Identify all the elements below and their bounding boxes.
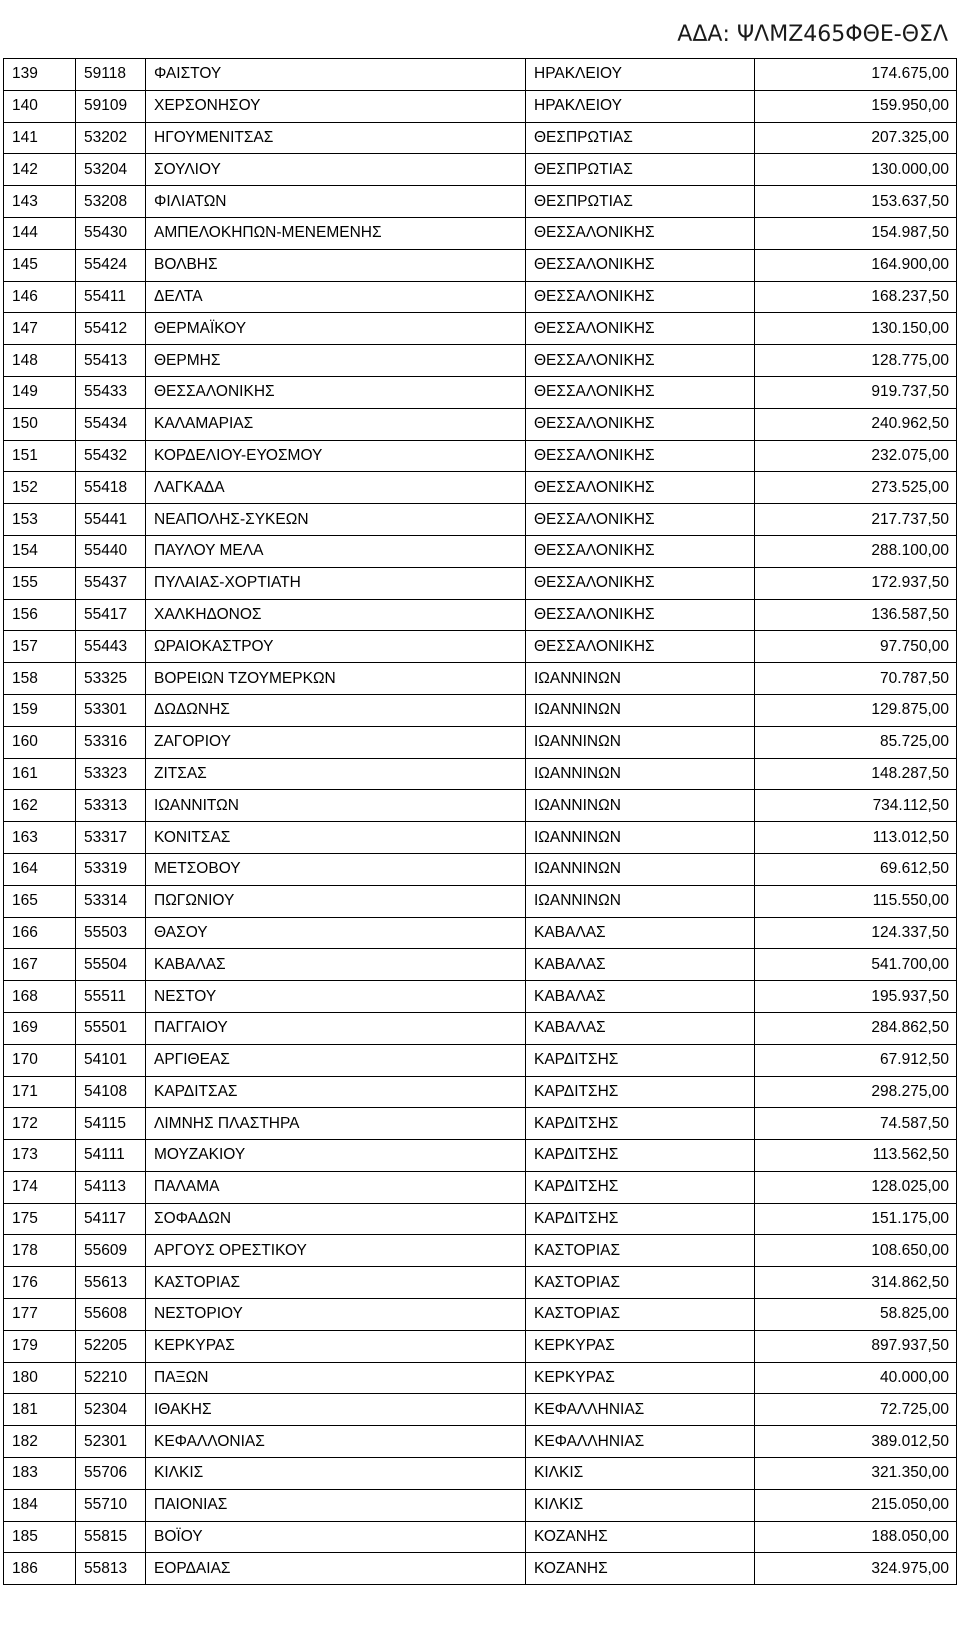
municipality-cell: ΔΕΛΤΑ <box>146 281 526 313</box>
row-number-cell: 184 <box>4 1489 76 1521</box>
table-row <box>4 949 957 981</box>
amount-cell: 97.750,00 <box>755 631 957 663</box>
table-row <box>4 1553 957 1585</box>
code-cell: 52301 <box>76 1426 146 1458</box>
municipality-cell: ΘΕΣΣΑΛΟΝΙΚΗΣ <box>146 376 526 408</box>
code-cell: 55418 <box>76 472 146 504</box>
prefecture-cell: ΙΩΑΝΝΙΝΩΝ <box>526 822 755 854</box>
municipality-cell: ΖΙΤΣΑΣ <box>146 758 526 790</box>
municipality-cell: ΜΟΥΖΑΚΙΟΥ <box>146 1140 526 1172</box>
table-row <box>4 186 957 218</box>
row-number-cell: 177 <box>4 1299 76 1331</box>
code-cell: 53325 <box>76 663 146 695</box>
prefecture-cell: ΘΕΣΣΑΛΟΝΙΚΗΣ <box>526 535 755 567</box>
table-row <box>4 249 957 281</box>
prefecture-cell: ΚΑΣΤΟΡΙΑΣ <box>526 1267 755 1299</box>
municipality-allocation-table <box>3 58 957 1585</box>
row-number-cell: 151 <box>4 440 76 472</box>
row-number-cell: 147 <box>4 313 76 345</box>
table-row <box>4 345 957 377</box>
amount-cell: 240.962,50 <box>755 408 957 440</box>
prefecture-cell: ΚΑΒΑΛΑΣ <box>526 949 755 981</box>
table-row <box>4 1362 957 1394</box>
table-row <box>4 122 957 154</box>
prefecture-cell: ΚΙΛΚΙΣ <box>526 1458 755 1490</box>
municipality-cell: ΚΕΦΑΛΛΟΝΙΑΣ <box>146 1426 526 1458</box>
prefecture-cell: ΙΩΑΝΝΙΝΩΝ <box>526 663 755 695</box>
amount-cell: 188.050,00 <box>755 1521 957 1553</box>
code-cell: 55501 <box>76 1012 146 1044</box>
table-row <box>4 1203 957 1235</box>
prefecture-cell: ΗΡΑΚΛΕΙΟΥ <box>526 90 755 122</box>
prefecture-cell: ΚΑΣΤΟΡΙΑΣ <box>526 1235 755 1267</box>
prefecture-cell: ΚΕΦΑΛΛΗΝΙΑΣ <box>526 1394 755 1426</box>
row-number-cell: 163 <box>4 822 76 854</box>
code-cell: 55437 <box>76 567 146 599</box>
code-cell: 55443 <box>76 631 146 663</box>
amount-cell: 72.725,00 <box>755 1394 957 1426</box>
table-row <box>4 1171 957 1203</box>
table-row <box>4 1426 957 1458</box>
municipality-cell: ΚΑΣΤΟΡΙΑΣ <box>146 1267 526 1299</box>
prefecture-cell: ΚΑΡΔΙΤΣΗΣ <box>526 1076 755 1108</box>
row-number-cell: 182 <box>4 1426 76 1458</box>
municipality-cell: ΩΡΑΙΟΚΑΣΤΡΟΥ <box>146 631 526 663</box>
table-row <box>4 631 957 663</box>
code-cell: 55440 <box>76 535 146 567</box>
amount-cell: 324.975,00 <box>755 1553 957 1585</box>
prefecture-cell: ΙΩΑΝΝΙΝΩΝ <box>526 694 755 726</box>
table-row <box>4 1458 957 1490</box>
municipality-cell: ΝΕΣΤΟΥ <box>146 981 526 1013</box>
row-number-cell: 149 <box>4 376 76 408</box>
amount-cell: 321.350,00 <box>755 1458 957 1490</box>
amount-cell: 128.775,00 <box>755 345 957 377</box>
prefecture-cell: ΚΑΡΔΙΤΣΗΣ <box>526 1171 755 1203</box>
municipality-cell: ΗΓΟΥΜΕΝΙΤΣΑΣ <box>146 122 526 154</box>
prefecture-cell: ΘΕΣΣΑΛΟΝΙΚΗΣ <box>526 631 755 663</box>
municipality-cell: ΠΑΛΑΜΑ <box>146 1171 526 1203</box>
municipality-cell: ΜΕΤΣΟΒΟΥ <box>146 853 526 885</box>
code-cell: 54115 <box>76 1108 146 1140</box>
amount-cell: 314.862,50 <box>755 1267 957 1299</box>
code-cell: 55430 <box>76 217 146 249</box>
code-cell: 55609 <box>76 1235 146 1267</box>
prefecture-cell: ΘΕΣΣΑΛΟΝΙΚΗΣ <box>526 217 755 249</box>
municipality-cell: ΒΟΪΟΥ <box>146 1521 526 1553</box>
prefecture-cell: ΘΕΣΣΑΛΟΝΙΚΗΣ <box>526 504 755 536</box>
row-number-cell: 174 <box>4 1171 76 1203</box>
row-number-cell: 142 <box>4 154 76 186</box>
prefecture-cell: ΚΑΒΑΛΑΣ <box>526 917 755 949</box>
code-cell: 55441 <box>76 504 146 536</box>
municipality-cell: ΠΑΞΩΝ <box>146 1362 526 1394</box>
code-cell: 54113 <box>76 1171 146 1203</box>
row-number-cell: 152 <box>4 472 76 504</box>
prefecture-cell: ΘΕΣΣΑΛΟΝΙΚΗΣ <box>526 440 755 472</box>
row-number-cell: 165 <box>4 885 76 917</box>
municipality-cell: ΚΟΡΔΕΛΙΟΥ-ΕΥΟΣΜΟΥ <box>146 440 526 472</box>
row-number-cell: 180 <box>4 1362 76 1394</box>
code-cell: 59109 <box>76 90 146 122</box>
prefecture-cell: ΚΟΖΑΝΗΣ <box>526 1521 755 1553</box>
prefecture-cell: ΘΕΣΣΑΛΟΝΙΚΗΣ <box>526 567 755 599</box>
row-number-cell: 159 <box>4 694 76 726</box>
municipality-cell: ΝΕΑΠΟΛΗΣ-ΣΥΚΕΩΝ <box>146 504 526 536</box>
prefecture-cell: ΚΕΦΑΛΛΗΝΙΑΣ <box>526 1426 755 1458</box>
table-row <box>4 917 957 949</box>
municipality-cell: ΙΘΑΚΗΣ <box>146 1394 526 1426</box>
municipality-cell: ΑΜΠΕΛΟΚΗΠΩΝ-ΜΕΝΕΜΕΝΗΣ <box>146 217 526 249</box>
code-cell: 53316 <box>76 726 146 758</box>
code-cell: 54111 <box>76 1140 146 1172</box>
row-number-cell: 169 <box>4 1012 76 1044</box>
prefecture-cell: ΚΙΛΚΙΣ <box>526 1489 755 1521</box>
row-number-cell: 154 <box>4 535 76 567</box>
prefecture-cell: ΘΕΣΣΑΛΟΝΙΚΗΣ <box>526 376 755 408</box>
prefecture-cell: ΚΑΡΔΙΤΣΗΣ <box>526 1140 755 1172</box>
table-row <box>4 885 957 917</box>
prefecture-cell: ΘΕΣΣΑΛΟΝΙΚΗΣ <box>526 472 755 504</box>
table-row <box>4 154 957 186</box>
amount-cell: 40.000,00 <box>755 1362 957 1394</box>
amount-cell: 67.912,50 <box>755 1044 957 1076</box>
row-number-cell: 141 <box>4 122 76 154</box>
table-row <box>4 790 957 822</box>
amount-cell: 288.100,00 <box>755 535 957 567</box>
amount-cell: 58.825,00 <box>755 1299 957 1331</box>
table-row <box>4 981 957 1013</box>
amount-cell: 130.150,00 <box>755 313 957 345</box>
row-number-cell: 164 <box>4 853 76 885</box>
municipality-cell: ΦΑΙΣΤΟΥ <box>146 59 526 91</box>
prefecture-cell: ΙΩΑΝΝΙΝΩΝ <box>526 790 755 822</box>
amount-cell: 70.787,50 <box>755 663 957 695</box>
amount-cell: 389.012,50 <box>755 1426 957 1458</box>
code-cell: 55710 <box>76 1489 146 1521</box>
code-cell: 54108 <box>76 1076 146 1108</box>
municipality-cell: ΙΩΑΝΝΙΤΩΝ <box>146 790 526 822</box>
amount-cell: 115.550,00 <box>755 885 957 917</box>
amount-cell: 130.000,00 <box>755 154 957 186</box>
municipality-cell: ΣΟΦΑΔΩΝ <box>146 1203 526 1235</box>
municipality-cell: ΠΩΓΩΝΙΟΥ <box>146 885 526 917</box>
table-row <box>4 1140 957 1172</box>
code-cell: 55413 <box>76 345 146 377</box>
row-number-cell: 158 <box>4 663 76 695</box>
amount-cell: 174.675,00 <box>755 59 957 91</box>
amount-cell: 164.900,00 <box>755 249 957 281</box>
row-number-cell: 145 <box>4 249 76 281</box>
code-cell: 55813 <box>76 1553 146 1585</box>
row-number-cell: 153 <box>4 504 76 536</box>
municipality-cell: ΘΕΡΜΗΣ <box>146 345 526 377</box>
row-number-cell: 183 <box>4 1458 76 1490</box>
table-row <box>4 1235 957 1267</box>
amount-cell: 734.112,50 <box>755 790 957 822</box>
prefecture-cell: ΚΑΡΔΙΤΣΗΣ <box>526 1108 755 1140</box>
code-cell: 55432 <box>76 440 146 472</box>
municipality-cell: ΚΑΒΑΛΑΣ <box>146 949 526 981</box>
table-row <box>4 59 957 91</box>
row-number-cell: 156 <box>4 599 76 631</box>
municipality-cell: ΠΑΙΟΝΙΑΣ <box>146 1489 526 1521</box>
code-cell: 53317 <box>76 822 146 854</box>
table-row <box>4 408 957 440</box>
table-row <box>4 90 957 122</box>
code-cell: 55815 <box>76 1521 146 1553</box>
row-number-cell: 161 <box>4 758 76 790</box>
prefecture-cell: ΘΕΣΣΑΛΟΝΙΚΗΣ <box>526 599 755 631</box>
municipality-cell: ΛΑΓΚΑΔΑ <box>146 472 526 504</box>
row-number-cell: 168 <box>4 981 76 1013</box>
amount-cell: 207.325,00 <box>755 122 957 154</box>
municipality-cell: ΠΥΛΑΙΑΣ-ΧΟΡΤΙΑΤΗ <box>146 567 526 599</box>
code-cell: 52210 <box>76 1362 146 1394</box>
municipality-cell: ΘΑΣΟΥ <box>146 917 526 949</box>
code-cell: 55434 <box>76 408 146 440</box>
row-number-cell: 173 <box>4 1140 76 1172</box>
amount-cell: 298.275,00 <box>755 1076 957 1108</box>
municipality-cell: ΘΕΡΜΑΪΚΟΥ <box>146 313 526 345</box>
table-row <box>4 1299 957 1331</box>
amount-cell: 154.987,50 <box>755 217 957 249</box>
amount-cell: 113.562,50 <box>755 1140 957 1172</box>
table-row <box>4 567 957 599</box>
row-number-cell: 170 <box>4 1044 76 1076</box>
municipality-cell: ΚΟΝΙΤΣΑΣ <box>146 822 526 854</box>
municipality-cell: ΦΙΛΙΑΤΩΝ <box>146 186 526 218</box>
amount-cell: 919.737,50 <box>755 376 957 408</box>
municipality-cell: ΚΕΡΚΥΡΑΣ <box>146 1330 526 1362</box>
table-row <box>4 376 957 408</box>
row-number-cell: 143 <box>4 186 76 218</box>
row-number-cell: 166 <box>4 917 76 949</box>
prefecture-cell: ΙΩΑΝΝΙΝΩΝ <box>526 885 755 917</box>
table-row <box>4 1394 957 1426</box>
amount-cell: 284.862,50 <box>755 1012 957 1044</box>
amount-cell: 897.937,50 <box>755 1330 957 1362</box>
table-row <box>4 535 957 567</box>
row-number-cell: 186 <box>4 1553 76 1585</box>
amount-cell: 232.075,00 <box>755 440 957 472</box>
municipality-cell: ΛΙΜΝΗΣ ΠΛΑΣΤΗΡΑ <box>146 1108 526 1140</box>
amount-cell: 217.737,50 <box>755 504 957 536</box>
table-row <box>4 599 957 631</box>
municipality-cell: ΝΕΣΤΟΡΙΟΥ <box>146 1299 526 1331</box>
row-number-cell: 146 <box>4 281 76 313</box>
table-row <box>4 1521 957 1553</box>
amount-cell: 153.637,50 <box>755 186 957 218</box>
row-number-cell: 162 <box>4 790 76 822</box>
code-cell: 53202 <box>76 122 146 154</box>
amount-cell: 113.012,50 <box>755 822 957 854</box>
table-row <box>4 217 957 249</box>
municipality-cell: ΚΑΛΑΜΑΡΙΑΣ <box>146 408 526 440</box>
table-body <box>4 59 957 1585</box>
code-cell: 55613 <box>76 1267 146 1299</box>
municipality-cell: ΧΑΛΚΗΔΟΝΟΣ <box>146 599 526 631</box>
code-cell: 55504 <box>76 949 146 981</box>
code-cell: 53204 <box>76 154 146 186</box>
row-number-cell: 172 <box>4 1108 76 1140</box>
prefecture-cell: ΚΕΡΚΥΡΑΣ <box>526 1330 755 1362</box>
amount-cell: 541.700,00 <box>755 949 957 981</box>
amount-cell: 215.050,00 <box>755 1489 957 1521</box>
code-cell: 54117 <box>76 1203 146 1235</box>
prefecture-cell: ΘΕΣΣΑΛΟΝΙΚΗΣ <box>526 345 755 377</box>
table-row <box>4 1330 957 1362</box>
table-row <box>4 822 957 854</box>
ada-code: ΑΔΑ: ΨΛΜΖ465ΦΘΕ-ΘΣΛ <box>677 22 948 47</box>
row-number-cell: 144 <box>4 217 76 249</box>
amount-cell: 168.237,50 <box>755 281 957 313</box>
amount-cell: 128.025,00 <box>755 1171 957 1203</box>
table-row <box>4 1489 957 1521</box>
code-cell: 53313 <box>76 790 146 822</box>
code-cell: 54101 <box>76 1044 146 1076</box>
prefecture-cell: ΘΕΣΠΡΩΤΙΑΣ <box>526 186 755 218</box>
row-number-cell: 185 <box>4 1521 76 1553</box>
table-row <box>4 758 957 790</box>
prefecture-cell: ΙΩΑΝΝΙΝΩΝ <box>526 853 755 885</box>
municipality-cell: ΣΟΥΛΙΟΥ <box>146 154 526 186</box>
municipality-cell: ΒΟΛΒΗΣ <box>146 249 526 281</box>
code-cell: 53301 <box>76 694 146 726</box>
code-cell: 53314 <box>76 885 146 917</box>
prefecture-cell: ΘΕΣΣΑΛΟΝΙΚΗΣ <box>526 313 755 345</box>
table-row <box>4 1012 957 1044</box>
code-cell: 55424 <box>76 249 146 281</box>
municipality-cell: ΠΑΥΛΟΥ ΜΕΛΑ <box>146 535 526 567</box>
row-number-cell: 171 <box>4 1076 76 1108</box>
prefecture-cell: ΚΑΒΑΛΑΣ <box>526 981 755 1013</box>
municipality-cell: ΒΟΡΕΙΩΝ ΤΖΟΥΜΕΡΚΩΝ <box>146 663 526 695</box>
municipality-cell: ΑΡΓΟΥΣ ΟΡΕΣΤΙΚΟΥ <box>146 1235 526 1267</box>
row-number-cell: 150 <box>4 408 76 440</box>
code-cell: 55417 <box>76 599 146 631</box>
code-cell: 55503 <box>76 917 146 949</box>
amount-cell: 85.725,00 <box>755 726 957 758</box>
table-row <box>4 726 957 758</box>
table-row <box>4 504 957 536</box>
code-cell: 53208 <box>76 186 146 218</box>
row-number-cell: 175 <box>4 1203 76 1235</box>
table-row <box>4 440 957 472</box>
prefecture-cell: ΘΕΣΠΡΩΤΙΑΣ <box>526 122 755 154</box>
table-row <box>4 663 957 695</box>
prefecture-cell: ΙΩΑΝΝΙΝΩΝ <box>526 726 755 758</box>
municipality-cell: ΚΑΡΔΙΤΣΑΣ <box>146 1076 526 1108</box>
amount-cell: 136.587,50 <box>755 599 957 631</box>
code-cell: 59118 <box>76 59 146 91</box>
prefecture-cell: ΘΕΣΣΑΛΟΝΙΚΗΣ <box>526 281 755 313</box>
code-cell: 55433 <box>76 376 146 408</box>
amount-cell: 129.875,00 <box>755 694 957 726</box>
table-row <box>4 472 957 504</box>
row-number-cell: 140 <box>4 90 76 122</box>
municipality-cell: ΔΩΔΩΝΗΣ <box>146 694 526 726</box>
code-cell: 55412 <box>76 313 146 345</box>
row-number-cell: 139 <box>4 59 76 91</box>
amount-cell: 273.525,00 <box>755 472 957 504</box>
amount-cell: 124.337,50 <box>755 917 957 949</box>
prefecture-cell: ΚΑΣΤΟΡΙΑΣ <box>526 1299 755 1331</box>
table-row <box>4 281 957 313</box>
table-row <box>4 313 957 345</box>
code-cell: 55411 <box>76 281 146 313</box>
municipality-cell: ΖΑΓΟΡΙΟΥ <box>146 726 526 758</box>
row-number-cell: 181 <box>4 1394 76 1426</box>
row-number-cell: 148 <box>4 345 76 377</box>
municipality-cell: ΑΡΓΙΘΕΑΣ <box>146 1044 526 1076</box>
prefecture-cell: ΗΡΑΚΛΕΙΟΥ <box>526 59 755 91</box>
prefecture-cell: ΘΕΣΠΡΩΤΙΑΣ <box>526 154 755 186</box>
amount-cell: 108.650,00 <box>755 1235 957 1267</box>
prefecture-cell: ΚΟΖΑΝΗΣ <box>526 1553 755 1585</box>
code-cell: 55706 <box>76 1458 146 1490</box>
table-row <box>4 1044 957 1076</box>
row-number-cell: 157 <box>4 631 76 663</box>
table-row <box>4 1108 957 1140</box>
table-row <box>4 1267 957 1299</box>
code-cell: 55608 <box>76 1299 146 1331</box>
amount-cell: 159.950,00 <box>755 90 957 122</box>
table-row <box>4 1076 957 1108</box>
prefecture-cell: ΚΑΡΔΙΤΣΗΣ <box>526 1203 755 1235</box>
row-number-cell: 167 <box>4 949 76 981</box>
row-number-cell: 179 <box>4 1330 76 1362</box>
amount-cell: 74.587,50 <box>755 1108 957 1140</box>
code-cell: 53319 <box>76 853 146 885</box>
table-row <box>4 694 957 726</box>
code-cell: 52304 <box>76 1394 146 1426</box>
row-number-cell: 176 <box>4 1267 76 1299</box>
municipality-cell: ΕΟΡΔΑΙΑΣ <box>146 1553 526 1585</box>
prefecture-cell: ΘΕΣΣΑΛΟΝΙΚΗΣ <box>526 249 755 281</box>
prefecture-cell: ΘΕΣΣΑΛΟΝΙΚΗΣ <box>526 408 755 440</box>
municipality-cell: ΠΑΓΓΑΙΟΥ <box>146 1012 526 1044</box>
prefecture-cell: ΚΑΒΑΛΑΣ <box>526 1012 755 1044</box>
prefecture-cell: ΙΩΑΝΝΙΝΩΝ <box>526 758 755 790</box>
row-number-cell: 160 <box>4 726 76 758</box>
municipality-cell: ΚΙΛΚΙΣ <box>146 1458 526 1490</box>
amount-cell: 195.937,50 <box>755 981 957 1013</box>
prefecture-cell: ΚΑΡΔΙΤΣΗΣ <box>526 1044 755 1076</box>
code-cell: 55511 <box>76 981 146 1013</box>
code-cell: 52205 <box>76 1330 146 1362</box>
row-number-cell: 155 <box>4 567 76 599</box>
municipality-cell: ΧΕΡΣΟΝΗΣΟΥ <box>146 90 526 122</box>
code-cell: 53323 <box>76 758 146 790</box>
amount-cell: 69.612,50 <box>755 853 957 885</box>
amount-cell: 148.287,50 <box>755 758 957 790</box>
amount-cell: 172.937,50 <box>755 567 957 599</box>
prefecture-cell: ΚΕΡΚΥΡΑΣ <box>526 1362 755 1394</box>
table-row <box>4 853 957 885</box>
row-number-cell: 178 <box>4 1235 76 1267</box>
amount-cell: 151.175,00 <box>755 1203 957 1235</box>
